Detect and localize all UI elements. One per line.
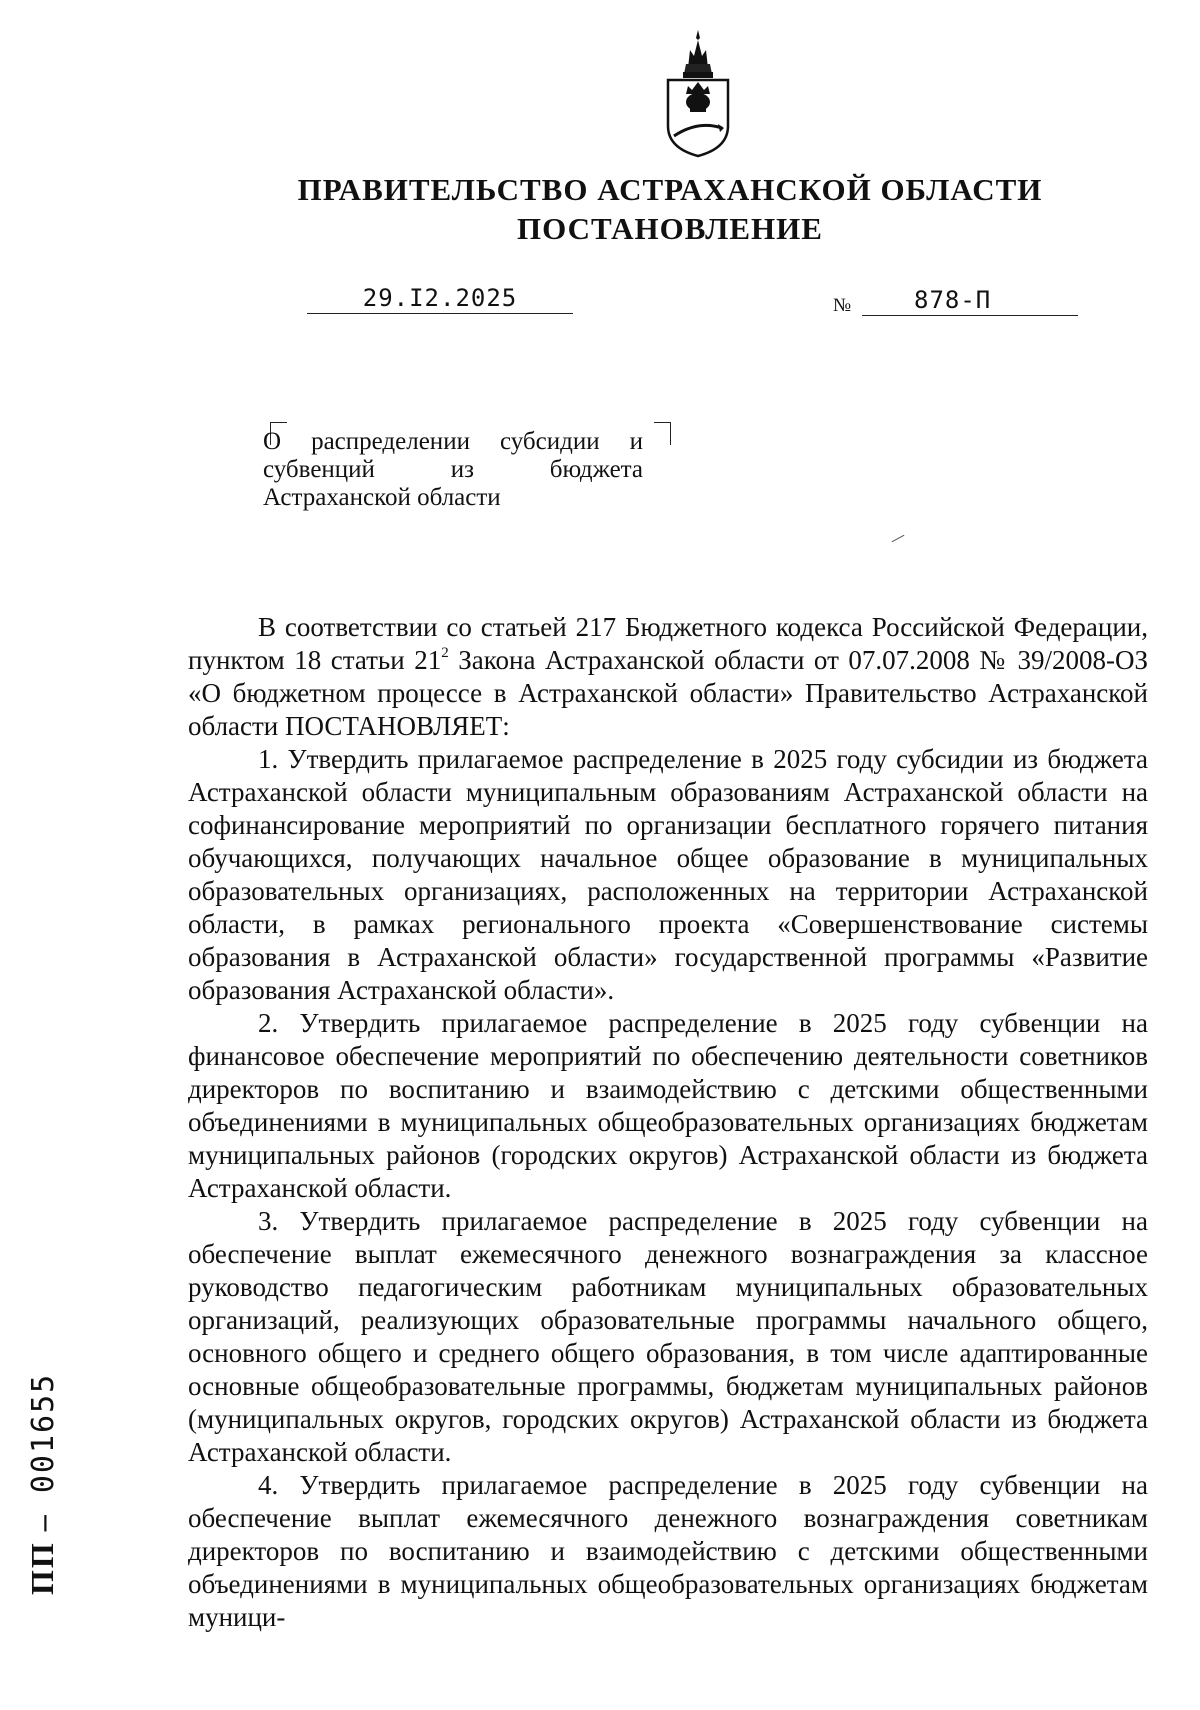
coat-of-arms-emblem	[664, 28, 732, 158]
registration-side-stamp	[22, 1335, 62, 1595]
government-title: ПРАВИТЕЛЬСТВО АСТРАХАНСКОЙ ОБЛАСТИ	[297, 172, 1043, 207]
preamble-superscript: 2	[441, 645, 449, 661]
document-body	[188, 611, 1148, 1634]
side-stamp-prefix: ПП –	[24, 1513, 60, 1595]
resolution-item-2: 2. Утвердить прилагаемое распределение в 2025 году субвенции на финансовое обеспечение мероприятий по обеспечению деятельности советников директоров по воспитанию и взаимодействию с детскими общественными объединениями в муниципальных общеобразовательных организациях бюджетам муниципальных районов (городских округов) Астраханской области из бюджета Астраханской области.	[188, 1008, 1148, 1203]
preamble-text-part2: Закона Астраханской области от 07.07.2008 № 39/2008-ОЗ «О бюджетном процессе в Астраханской области» Правительство Астраханской области ПОСТАНОВЛЯЕТ:	[188, 645, 1148, 741]
resolution-item-3: 3. Утвердить прилагаемое распределение в 2025 году субвенции на обеспечение выплат ежемесячного денежного вознаграждения за классное руководство педагогическим работникам муниципальных образовательных организаций, реализующих образовательные программы начального общего, основного общего и среднего общего образования, в том числе адаптированные основные общеобразовательные программы, бюджетам муниципальных районов (муниципальных округов, городских округов) Астраханской области из бюджета Астраханской области.	[188, 1206, 1148, 1467]
document-type: ПОСТАНОВЛЕНИЕ	[517, 211, 823, 246]
resolution-item-1: 1. Утвердить прилагаемое распределение в 2025 году субсидии из бюджета Астраханской области муниципальным образованиям Астраханской области на софинансирование мероприятий по организации бесплатного горячего питания обучающихся, получающих начальное общее образование в муниципальных образовательных организациях, расположенных на территории Астраханской области, в рамках регионального проекта «Совершенствование системы образования в Астраханской области» государственной программы «Развитие образования Астраханской области».	[188, 744, 1148, 1005]
preamble-paragraph	[188, 611, 1148, 743]
stray-pen-mark	[892, 535, 905, 542]
number-label: №	[833, 295, 852, 316]
side-stamp-number: 001655	[26, 1372, 61, 1494]
document-date: 29.I2.2025	[307, 283, 573, 314]
preamble-text-part1: В соответствии со статьей 217 Бюджетного кодекса Российской Федерации, пунктом 18 статьи 21	[188, 612, 1148, 675]
resolution-item-4: 4. Утвердить прилагаемое распределение в 2025 году субвенции на обеспечение выплат ежемесячного денежного вознаграждения советникам директоров по воспитанию и взаимодействию с детскими общественными объединениями в муниципальных общеобразовательных организациях бюджетам муници-	[188, 1470, 1148, 1632]
subject-bracket-right	[654, 422, 671, 445]
document-subject: О распределении субсидии и субвенций из бюджета Астраханской области	[263, 428, 643, 511]
document-number: 878-П	[862, 285, 1078, 316]
